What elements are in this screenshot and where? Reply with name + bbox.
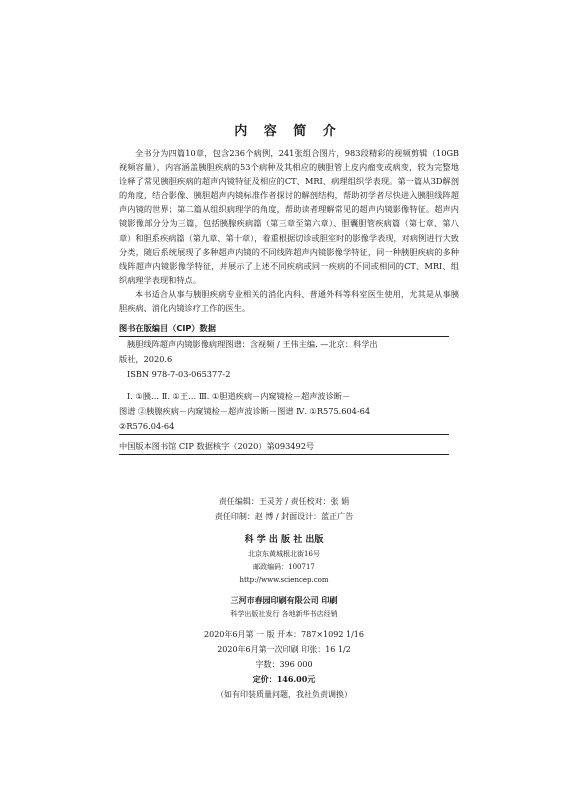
summary-paragraph: 全书分为四篇10章，包含236个病例，241张组合图片，983段精彩的视频剪辑（10GB视频容量），内容涵盖胰胆疾病的53个病种及其相应的胰胆管上皮内瘤变或病变，较为完整地诠释了常见胰胆疾病的超声内镜特征及相应的CT、MRI、病理组织学表现。第一篇从3D解剖的角度，结合影像、胰胆超声内镜标准作者探讨的解剖结构，帮助初学者尽快进入胰胆线阵超声内镜的世界；第二篇从组织病理学的角度，帮助读者理解常见的超声内镜影像特征。超声内镜影像部分分为三篇，包括胰腺疾病篇（第三章至第六章）、胆囊胆管疾病篇（第七章、第八章）和胆系疾病篇（第九章、第十章），着重根据切诊或胆室时的影像学表现，对病例进行大致分类，随后系统展现了多种超声内镜的不同线阵超声内镜影像学特征，同一种胰胆疾病的多种线阵超声内镜影像学特征，并展示了上述不同疾病或同一疾病的不同或相同的CT、MRI、组织病理学表现和特点。 [119, 148, 459, 285]
printer: 三河市春园印刷有限公司 印刷 [230, 595, 338, 605]
cip-class-line: Ⅰ. ①胰… Ⅱ. ①王… Ⅲ. ①胆道疾病－内窥镜检－超声波诊断－ [127, 391, 351, 401]
cip-isbn: ISBN 978-7-03-065377-2 [127, 369, 231, 379]
website: http://www.sciencep.com [239, 576, 329, 584]
price [119, 672, 449, 687]
cip-record-number: 中国版本图书馆 CIP 数据核字（2020）第093492号 [119, 441, 315, 451]
print-design-credit: 责任印制：赵 博 / 封面设计：蓝正广告 [214, 512, 354, 521]
editors-credit: 责任编辑：王灵芳 / 责任校对：张 娟 [218, 497, 350, 506]
quality-notice: （如有印装质量问题，我社负责调换） [216, 690, 352, 699]
printing-info: 2020年6月第一次印刷 印张：16 1/2 [217, 645, 351, 654]
price-label: 定价： [252, 674, 277, 684]
word-count: 字数：396 000 [255, 660, 313, 669]
cip-bib-line: 胰胆线阵超声内镜影像病理图谱：含视频 / 王伟主编. —北京：科学出 [127, 339, 378, 349]
price-value: 146.00元 [276, 674, 316, 684]
cip-bib-line: 版社，2020.6 [119, 354, 173, 364]
cip-class-line: 图谱 ②胰腺疾病－内窥镜检－超声波诊断－图谱 Ⅳ. ①R575.604-64 [119, 406, 371, 416]
summary-title: 内 容 简 介 [234, 124, 342, 139]
distributor: 科学出版社发行 各地新华书店经销 [230, 610, 338, 618]
publisher-address: 北京东黄城根北街16号 [248, 550, 320, 558]
edition-info: 2020年6月第 一 版 开本：787×1092 1/16 [204, 630, 364, 639]
cip-class-line: ②R576.04-64 [119, 421, 175, 431]
cip-bottom-rule [119, 454, 449, 455]
credits-block [119, 494, 449, 702]
publisher: 科 学 出 版 社 出版 [244, 535, 324, 545]
summary-body [119, 146, 459, 315]
summary-paragraph: 本书适合从事与胰胆疾病专业相关的消化内科、普通外科等科室医生使用，尤其是从事胰胆疾病、消化内镜诊疗工作的医生。 [119, 288, 459, 314]
postcode: 邮政编码：100717 [253, 563, 315, 571]
cip-heading: 图书在版编目（CIP）数据 [119, 323, 216, 333]
cip-block [119, 321, 449, 455]
